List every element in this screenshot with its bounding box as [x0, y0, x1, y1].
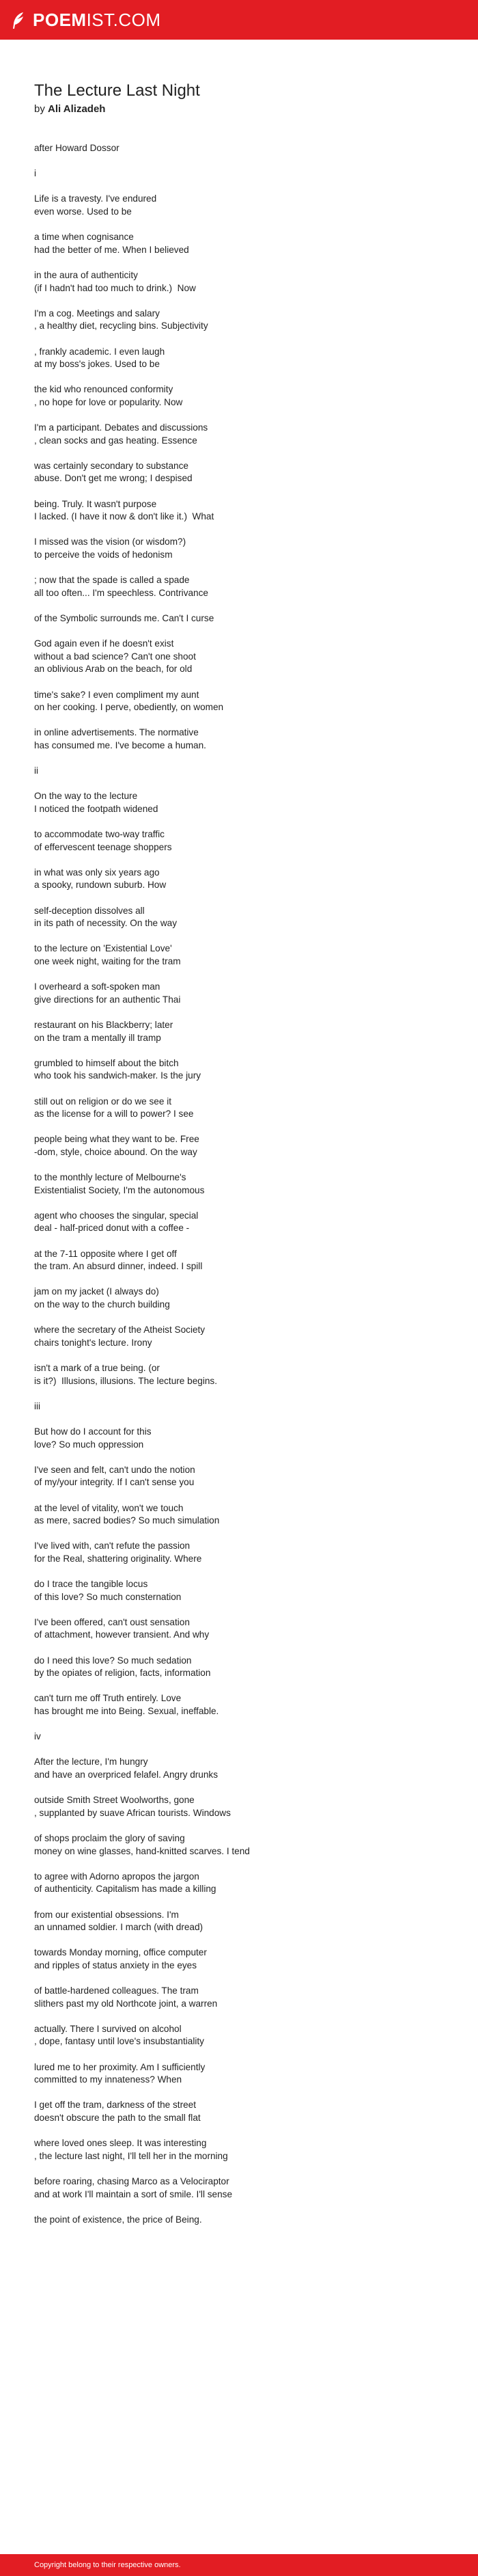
poem-line: jam on my jacket (I always do)	[34, 1286, 159, 1297]
poem-line: ii	[34, 765, 39, 776]
poem-line: After the lecture, I'm hungry	[34, 1757, 148, 1767]
poem-stanza	[34, 1400, 444, 1413]
poem-stanza	[34, 193, 444, 218]
poem-line: love? So much oppression	[34, 1439, 144, 1450]
poem-line: , supplanted by suave African tourists. Windows	[34, 1807, 231, 1818]
poem-line: at the 7-11 opposite where I get off	[34, 1248, 177, 1259]
poem-line: agent who chooses the singular, special	[34, 1210, 199, 1221]
poem-line: of attachment, however transient. And why	[34, 1629, 210, 1640]
poem-stanza	[34, 2099, 444, 2124]
poem-stanza	[34, 790, 444, 815]
site-name-light: IST.COM	[86, 9, 161, 30]
poem-line: still out on religion or do we see it	[34, 1096, 171, 1107]
poem-stanza	[34, 2061, 444, 2087]
poem-line: I overheard a soft-spoken man	[34, 981, 160, 992]
poem-line: as the license for a will to power? I see	[34, 1109, 194, 1120]
poem-line: God again even if he doesn't exist	[34, 638, 174, 649]
poem-stanza	[34, 422, 444, 447]
poem-line: of effervescent teenage shoppers	[34, 841, 172, 852]
poem-line: do I need this love? So much sedation	[34, 1655, 192, 1666]
poem-line: as mere, sacred bodies? So much simulation	[34, 1515, 220, 1526]
poem-line: in the aura of authenticity	[34, 269, 138, 280]
poem-line: On the way to the lecture	[34, 791, 138, 802]
poem-line: on the tram a mentally ill tramp	[34, 1032, 161, 1043]
poem-line: who took his sandwich-maker. Is the jury	[34, 1070, 201, 1081]
poem-line: the tram. An absurd dinner, indeed. I spill	[34, 1261, 203, 1272]
poem-line: where the secretary of the Atheist Society	[34, 1325, 206, 1336]
poem-line: , a healthy diet, recycling bins. Subjectivity	[34, 321, 208, 331]
poem-line: I'm a cog. Meetings and salary	[34, 308, 160, 318]
poem-stanza	[34, 1210, 444, 1235]
poem-stanza	[34, 1019, 444, 1044]
poem-line: doesn't obscure the path to the small flat	[34, 2113, 201, 2124]
top-bar	[0, 0, 478, 40]
poem-line: of shops proclaim the glory of saving	[34, 1832, 185, 1843]
poem-line: to the lecture on 'Existential Love'	[34, 943, 172, 954]
poem-line: I've seen and felt, can't undo the notion	[34, 1464, 195, 1475]
poem-stanza	[34, 2137, 444, 2163]
poem-stanza	[34, 460, 444, 485]
poem-line: a time when cognisance	[34, 232, 134, 243]
poem-line: , clean socks and gas heating. Essence	[34, 435, 197, 446]
poem-stanza	[34, 905, 444, 930]
poem-line: had the better of me. When I believed	[34, 244, 189, 255]
poem-line: I missed was the vision (or wisdom?)	[34, 537, 186, 547]
poem-line: of this love? So much consternation	[34, 1591, 182, 1602]
poem-stanza	[34, 2023, 444, 2048]
poem-stanza	[34, 1794, 444, 1819]
poem-line: , no hope for love or popularity. Now	[34, 396, 183, 407]
poem-stanza	[34, 981, 444, 1006]
poem-stanza	[34, 1171, 444, 1197]
poem-line: to accommodate two-way traffic	[34, 829, 165, 840]
poem-line: and at work I'll maintain a sort of smile. I'll sense	[34, 2188, 233, 2199]
poem-stanza	[34, 1616, 444, 1642]
poem-line: isn't a mark of a true being. (or	[34, 1363, 160, 1373]
poem-line: after Howard Dossor	[34, 143, 120, 153]
poem-line: give directions for an authentic Thai	[34, 994, 181, 1005]
poem-stanza	[34, 727, 444, 752]
poem-line: towards Monday morning, office computer	[34, 1947, 207, 1958]
poem-line: restaurant on his Blackberry; later	[34, 1019, 173, 1030]
poem-line: the kid who renounced conformity	[34, 384, 173, 395]
poem-line: an unnamed soldier. I march (with dread)	[34, 1922, 203, 1933]
poem-stanza	[34, 346, 444, 371]
poem-stanza	[34, 1286, 444, 1311]
poem-title: The Lecture Last Night	[34, 81, 200, 100]
poem-line: iii	[34, 1400, 41, 1411]
poem-line: in its path of necessity. On the way	[34, 918, 178, 929]
poem-stanza	[34, 1248, 444, 1273]
poem-line: of the Symbolic surrounds me. Can't I curse	[34, 612, 214, 623]
poem-line: committed to my innateness? When	[34, 2074, 182, 2085]
poem-line: of battle-hardened colleagues. The tram	[34, 1985, 199, 1996]
poem-line: a spooky, rundown suburb. How	[34, 880, 167, 891]
site-name	[33, 10, 161, 31]
poem-content	[34, 81, 444, 2239]
poem-line: to agree with Adorno apropos the jargon	[34, 1871, 199, 1882]
poem-stanza	[34, 1578, 444, 1603]
poem-stanza	[34, 536, 444, 561]
poem-line: an oblivious Arab on the beach, for old	[34, 664, 193, 675]
poem-stanza	[34, 612, 444, 625]
poem-line: -dom, style, choice abound. On the way	[34, 1146, 197, 1157]
poem-line: time's sake? I even compliment my aunt	[34, 689, 199, 700]
poem-stanza	[34, 765, 444, 778]
poem-stanza	[34, 1540, 444, 1565]
poem-line: I've lived with, can't refute the passion	[34, 1541, 191, 1551]
byline	[34, 103, 444, 116]
poem-line: of my/your integrity. If I can't sense you	[34, 1477, 195, 1488]
poem-line: deal - half-priced donut with a coffee -	[34, 1223, 190, 1234]
poem-line: has brought me into Being. Sexual, ineffable.	[34, 1706, 219, 1717]
poem-line: of authenticity. Capitalism has made a killing	[34, 1884, 216, 1895]
feather-icon	[11, 12, 27, 28]
poem-line: all too often... I'm speechless. Contrivance	[34, 587, 208, 598]
poem-stanza	[34, 1985, 444, 2010]
poem-stanza	[34, 1324, 444, 1349]
poem-line: grumbled to himself about the bitch	[34, 1057, 179, 1068]
poem-line: i	[34, 168, 37, 179]
poem-line: is it?) Illusions, illusions. The lecture begins.	[34, 1375, 217, 1386]
poem-line: by the opiates of religion, facts, information	[34, 1668, 211, 1679]
poem-line: I get off the tram, darkness of the street	[34, 2100, 197, 2111]
poem-line: can't turn me off Truth entirely. Love	[34, 1693, 182, 1704]
poem-line: slithers past my old Northcote joint, a warren	[34, 1998, 218, 2009]
poem-line: without a bad science? Can't one shoot	[34, 651, 196, 662]
poem-line: , the lecture last night, I'll tell her in the morning	[34, 2150, 228, 2161]
poem-line: do I trace the tangible locus	[34, 1579, 148, 1590]
poem-stanza	[34, 167, 444, 180]
poem-line: self-deception dissolves all	[34, 905, 145, 916]
footer	[0, 2554, 478, 2576]
poem-stanza	[34, 1426, 444, 1451]
poem-stanza	[34, 1832, 444, 1858]
poem-line: (if I hadn't had too much to drink.) Now	[34, 282, 196, 293]
poem-line: chairs tonight's lecture. Irony	[34, 1337, 152, 1348]
poem-stanza	[34, 231, 444, 256]
poem-line: and have an overpriced felafel. Angry drunks	[34, 1770, 219, 1780]
poem-line: actually. There I survived on alcohol	[34, 2023, 182, 2034]
poem-stanza	[34, 1464, 444, 1489]
poem-stanza	[34, 1096, 444, 1121]
poem-line: in what was only six years ago	[34, 867, 160, 878]
site-logo[interactable]	[11, 10, 161, 30]
poem-line: Existentialist Society, I'm the autonomous	[34, 1184, 205, 1195]
poem-line: to perceive the voids of hedonism	[34, 550, 173, 560]
poem-stanza	[34, 1133, 444, 1158]
poem-line: outside Smith Street Woolworths, gone	[34, 1795, 195, 1806]
poem-line: to the monthly lecture of Melbourne's	[34, 1172, 186, 1183]
poem-stanza	[34, 498, 444, 524]
poem-stanza	[34, 2175, 444, 2201]
poem-line: money on wine glasses, hand-knitted scarves. I tend	[34, 1845, 250, 1856]
poem-stanza	[34, 1909, 444, 1934]
poem-line: and ripples of status anxiety in the eyes	[34, 1960, 197, 1970]
poem-line: But how do I account for this	[34, 1426, 152, 1437]
poem-line: , frankly academic. I even laugh	[34, 346, 165, 357]
poem-stanza	[34, 1692, 444, 1718]
poem-stanza	[34, 574, 444, 599]
poem-line: before roaring, chasing Marco as a Velociraptor	[34, 2176, 229, 2186]
poem-stanza	[34, 269, 444, 295]
poem-line: the point of existence, the price of Being.	[34, 2214, 202, 2225]
poem-stanza	[34, 308, 444, 333]
poem-stanza	[34, 1655, 444, 1680]
poem-line: even worse. Used to be	[34, 206, 132, 217]
poem-stanza	[34, 1947, 444, 1972]
poem-line: being. Truly. It wasn't purpose	[34, 498, 157, 509]
poem-stanza	[34, 689, 444, 714]
poem-line: ; now that the spade is called a spade	[34, 575, 190, 586]
poem-stanza	[34, 1731, 444, 1744]
site-name-bold: POEM	[33, 9, 87, 30]
poem-line: one week night, waiting for the tram	[34, 956, 181, 966]
poem-stanza	[34, 638, 444, 676]
poem-line: on the way to the church building	[34, 1299, 170, 1310]
poem-line: on her cooking. I perve, obediently, on women	[34, 702, 224, 713]
poem-stanza	[34, 1871, 444, 1896]
poem-stanza	[34, 828, 444, 854]
poem-line: I lacked. (I have it now & don't like it.) What	[34, 511, 214, 522]
poem-line: was certainly secondary to substance	[34, 460, 188, 471]
by-label: by	[34, 103, 45, 115]
poem-stanza	[34, 1756, 444, 1781]
poem-stanza	[34, 1362, 444, 1387]
poem-stanza	[34, 2214, 444, 2227]
poem-line: has consumed me. I've become a human.	[34, 740, 206, 750]
poem-stanza	[34, 943, 444, 968]
footer-copyright: Copyright belong to their respective owners.	[34, 2561, 181, 2569]
poem-line: from our existential obsessions. I'm	[34, 1909, 179, 1920]
poem-stanza	[34, 1057, 444, 1083]
poem-line: for the Real, shattering originality. Where	[34, 1553, 202, 1564]
poem-line: I'm a participant. Debates and discussions	[34, 422, 208, 433]
poem-line: where loved ones sleep. It was interesting	[34, 2138, 207, 2149]
poem-line: Life is a travesty. I've endured	[34, 193, 157, 204]
poem-line: , dope, fantasy until love's insubstantiality	[34, 2036, 204, 2047]
poem-stanza	[34, 867, 444, 892]
poem-line: at my boss's jokes. Used to be	[34, 359, 160, 370]
poem-stanza	[34, 142, 444, 155]
poem-line: at the level of vitality, won't we touch	[34, 1502, 184, 1513]
poem-line: people being what they want to be. Free	[34, 1134, 199, 1145]
poem-stanza	[34, 383, 444, 409]
poem-line: lured me to her proximity. Am I sufficiently	[34, 2061, 206, 2072]
poem-line: in online advertisements. The normative	[34, 727, 199, 738]
poem-line: abuse. Don't get me wrong; I despised	[34, 473, 193, 484]
poem-line: I've been offered, can't oust sensation	[34, 1616, 190, 1627]
poem-body	[34, 142, 444, 2226]
poem-line: iv	[34, 1731, 41, 1742]
poem-stanza	[34, 1502, 444, 1528]
author-link[interactable]: Ali Alizadeh	[48, 103, 106, 115]
poem-line: I noticed the footpath widened	[34, 803, 158, 814]
